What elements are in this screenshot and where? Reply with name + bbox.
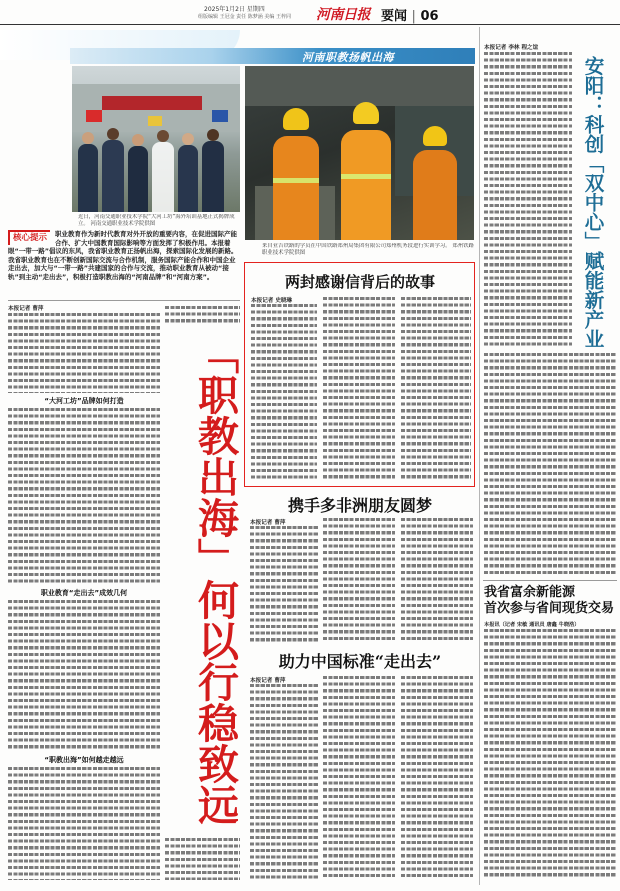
photo-worker-helmet xyxy=(423,126,447,146)
main-article-byline: 本报记者 曹萍 xyxy=(8,306,44,312)
photo-head xyxy=(107,128,119,140)
article-body-text xyxy=(401,518,473,642)
article-body-text xyxy=(484,629,616,880)
main-article-subhead-1: “大河工坊”品牌如何打造 xyxy=(44,397,124,405)
photo-head xyxy=(157,130,169,142)
section-name: 要闻 xyxy=(381,9,408,24)
main-article-headline: 「职教出海」何以行稳致远 xyxy=(191,333,239,825)
core-tip-text: 职业教育作为新时代教育对外开放的重要内容，在促进国际产能合作、扩大中国教育国际影响等方面发挥了积极作用。本报着眼“一带一路”倡议的东风，我省职业教育正扬帆出海，探索国际化发展的新路。我省职业教育也在不断创新国际交流与合作机制，服务国际产能合作和中国企业走出去，加大与“一带一路”共建国家的合作与交流，推动职业教育从被动“接轨”到主动“走出去”，积极打造职教出海的“河南品牌”和“河南方案”。 xyxy=(8,230,238,281)
article-body-text xyxy=(165,838,240,880)
story-standards-headline: 助力中国标准“走出去” xyxy=(278,652,442,671)
photo-figure xyxy=(128,146,148,212)
photo-figure xyxy=(178,145,198,212)
photo-figure xyxy=(152,142,174,212)
photo-worker-vest xyxy=(273,136,319,240)
section-separator: | xyxy=(411,9,416,24)
article-body-text xyxy=(8,600,160,752)
right-bottom-headline xyxy=(484,585,617,617)
story-africa-headline: 携手多非洲朋友圆梦 xyxy=(287,496,432,515)
article-body-text xyxy=(323,297,395,482)
article-body-text xyxy=(8,767,160,880)
photo-head xyxy=(82,132,94,144)
header-editors: 组版编辑 王冠金 责任 陈梦涵 美编 王梓同 xyxy=(198,14,291,20)
photo-worker-vest xyxy=(341,130,391,240)
header-rule xyxy=(0,24,620,25)
section-banner xyxy=(70,48,475,64)
right-bottom-byline: 本报讯（记者 宋敏 通讯员 唐鑫 牛晓浩） xyxy=(484,622,580,628)
photo-machinery xyxy=(245,66,474,106)
photo-worker-vest xyxy=(413,150,457,240)
photo-banner-sign xyxy=(102,96,202,110)
photo-worker-helmet xyxy=(283,108,309,130)
right-top-byline: 本报记者 李林 程之谊 xyxy=(484,45,539,51)
article-body-text xyxy=(250,684,318,880)
story-letters-byline: 本报记者 史晓琳 xyxy=(251,298,293,304)
photo-head xyxy=(132,134,144,146)
photo-figure xyxy=(102,140,124,212)
photo-worker-stripe xyxy=(273,178,319,183)
article-body-text xyxy=(323,676,395,880)
photo-figure xyxy=(202,141,224,212)
photo-head xyxy=(182,133,194,145)
right-bottom-headline-line2: 首次参与省间现货交易 xyxy=(484,601,615,616)
article-body-text xyxy=(251,304,317,482)
column-divider xyxy=(479,27,480,885)
article-body-text xyxy=(250,526,318,642)
article-body-text xyxy=(484,353,616,575)
section-label xyxy=(381,5,439,24)
article-body-text xyxy=(323,518,395,642)
photo-railway-training xyxy=(245,66,474,240)
core-tip-rule xyxy=(8,300,240,301)
photo-figure xyxy=(78,144,98,212)
story-africa-byline: 本报记者 曹萍 xyxy=(250,520,286,526)
article-body-text xyxy=(8,408,160,586)
article-body-text xyxy=(401,297,471,482)
right-top-headline: 安阳：科创「双中心」赋能新产业 xyxy=(581,56,605,349)
right-column-rule xyxy=(483,580,617,581)
photo-caption-middle: 来自亚吉铁路的学员在中国铁路郑州局集团有限公司郑州机务段进行实训学习。 郑州铁路职业技术学院供图 xyxy=(262,243,474,256)
photo-plaque-ceremony xyxy=(72,66,240,212)
photo-caption-left: 近日，河南交通职业技术学院“大河工坊”海外培训基地正式揭牌成立。 河南交通职业技术学院供图 xyxy=(78,214,235,227)
main-article-subhead-3: “职教出海”如何越走越远 xyxy=(44,756,124,764)
photo-worker-stripe xyxy=(341,174,391,179)
core-tip-label: 核心提示 xyxy=(8,230,50,245)
article-body-text xyxy=(8,313,160,393)
story-standards-byline: 本报记者 曹萍 xyxy=(250,678,286,684)
main-article-subhead-2: 职业教育“走出去”成效几何 xyxy=(40,589,128,597)
page-number: 06 xyxy=(420,9,439,24)
article-body-text xyxy=(165,306,240,326)
photo-head xyxy=(207,129,219,141)
newspaper-logo: 河南日报 xyxy=(316,7,370,23)
core-tip-box xyxy=(8,230,240,298)
photo-flag xyxy=(86,110,102,122)
article-body-text xyxy=(484,52,572,348)
photo-flag xyxy=(212,110,228,122)
banner-title: 河南职教扬帆出海 xyxy=(302,51,394,64)
photo-flag xyxy=(148,116,162,126)
story-letters-headline: 两封感谢信背后的故事 xyxy=(284,273,435,291)
photo-worker-helmet xyxy=(353,102,379,124)
header-date: 2025年1月2日 星期四 xyxy=(204,6,265,13)
right-bottom-headline-line1: 我省富余新能源 xyxy=(484,585,576,600)
article-body-text xyxy=(401,676,473,880)
